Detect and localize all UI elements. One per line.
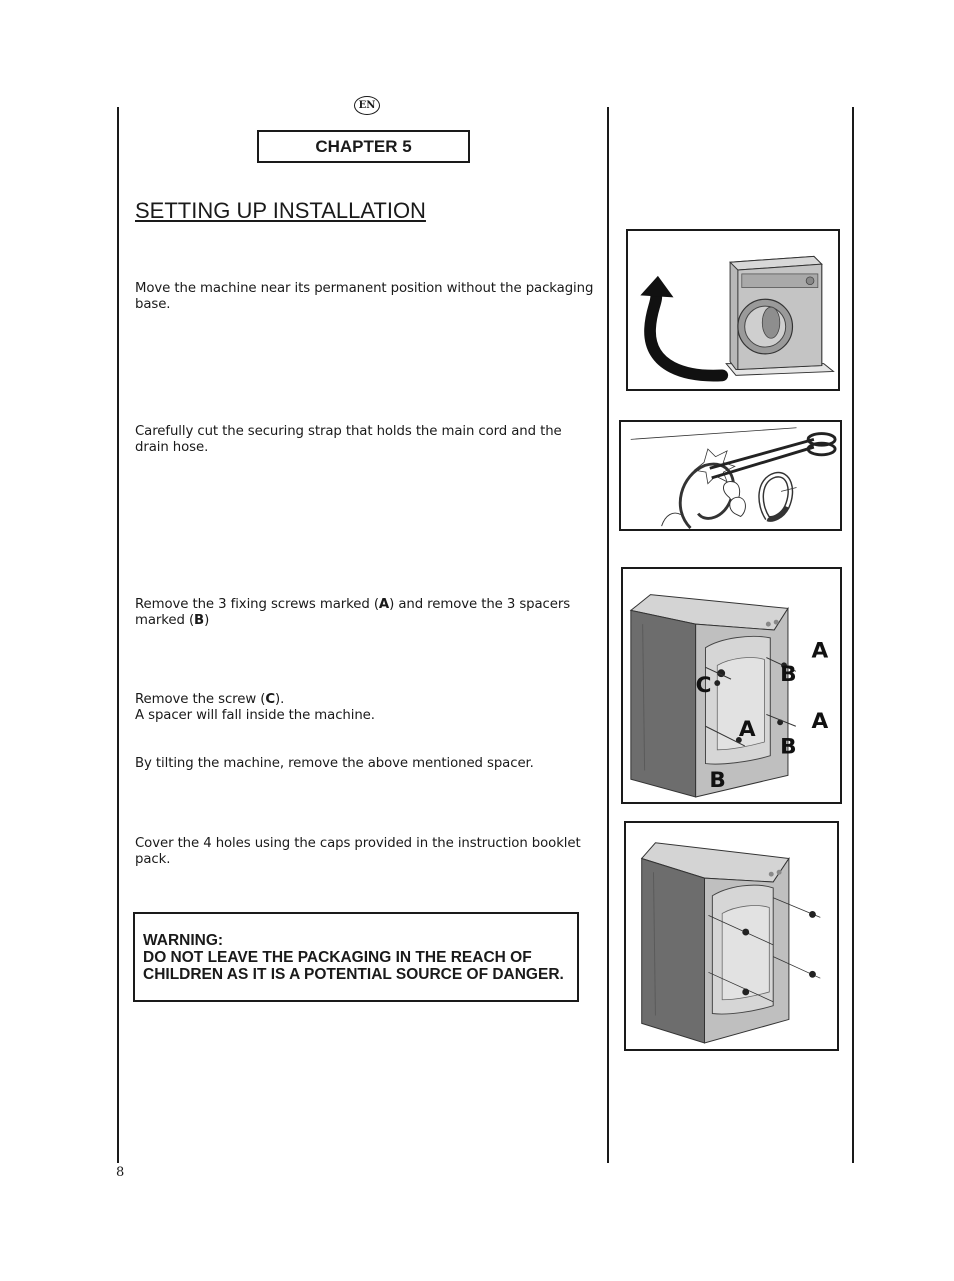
step-remove-screw-c-text-3: A spacer will fall inside the machine. [135,708,375,723]
step-remove-screw-c-text-2: ). [275,692,285,707]
step-remove-screws-text-2: ) and remove the 3 spacers marked ( [135,597,571,628]
cut-strap-illustration [621,422,840,529]
warning-line-2: CHILDREN AS IT IS A POTENTIAL SOURCE OF DANGER. [143,966,564,983]
center-column-rule [607,107,609,1163]
warning-line-1: DO NOT LEAVE THE PACKAGING IN THE REACH OF [143,949,532,966]
move-machine-illustration [628,231,838,389]
step-remove-screws-text-3: ) [204,613,210,628]
label-a-top: A [811,638,829,664]
figure-move-machine [626,229,840,391]
warning-box [133,912,579,1002]
cover-holes-illustration [626,823,837,1049]
label-a-bottom-left: A [738,717,756,743]
label-b-bottom-left: B [709,768,726,794]
step-cut-strap: Carefully cut the securing strap that holds the main cord and the drain hose. [135,424,562,455]
rear-screws-illustration [623,569,840,802]
label-b-inline: B [194,613,205,628]
label-c: C [695,672,712,698]
page-title: SETTING UP INSTALLATION [135,198,426,223]
warning-text [143,932,564,983]
label-b-top: B [780,662,797,688]
step-move-machine: Move the machine near its permanent position without the packaging base. [135,281,594,312]
label-c-inline: C [265,692,275,707]
figure-cut-strap [619,420,842,531]
step-remove-screws [135,597,595,629]
figure-cover-holes [624,821,839,1051]
left-margin-rule [117,107,119,1163]
right-margin-rule [852,107,854,1163]
step-remove-screws-text-1: Remove the 3 fixing screws marked ( [135,597,379,612]
step-remove-screw-c-text-1: Remove the screw ( [135,692,266,707]
label-a-inline: A [378,597,390,612]
label-a-right: A [811,709,829,735]
step-tilt-machine: By tilting the machine, remove the above mentioned spacer. [135,756,534,771]
step-remove-screw-c [135,692,595,724]
language-badge: EN [354,96,380,115]
warning-heading: WARNING: [143,932,224,949]
step-cover-holes: Cover the 4 holes using the caps provided in the instruction booklet pack. [135,836,581,867]
page-number: 8 [116,1165,125,1180]
label-b-right: B [780,734,797,760]
chapter-label: CHAPTER 5 [257,130,470,163]
figure-rear-screws [621,567,842,804]
